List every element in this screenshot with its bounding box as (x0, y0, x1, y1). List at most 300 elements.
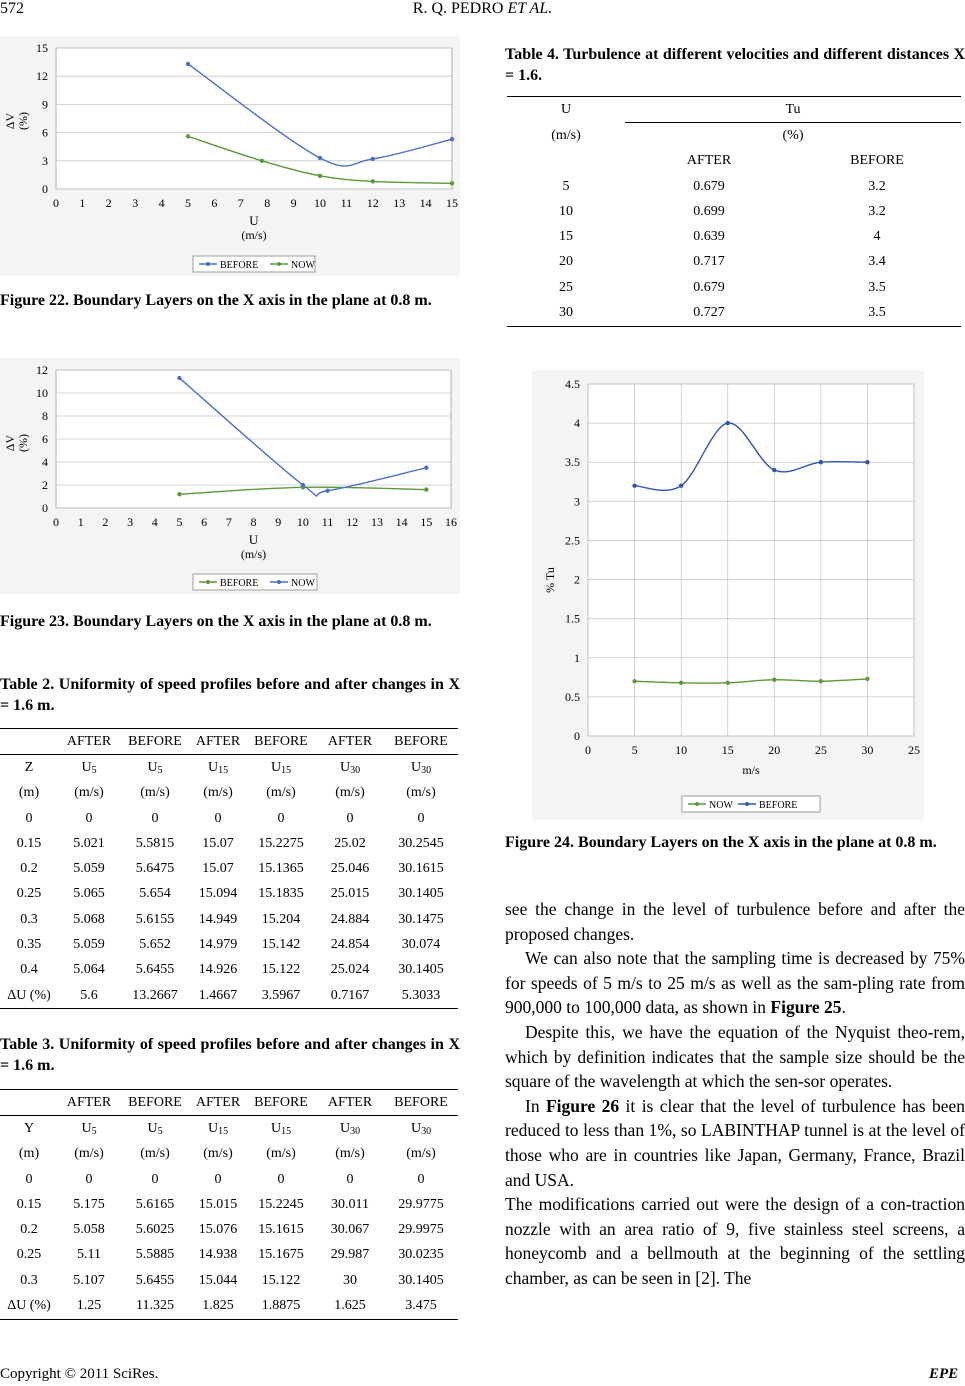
y-tick-label: 2.5 (565, 533, 580, 548)
legend-label: NOW (291, 260, 315, 271)
y-tick-label: 2 (574, 572, 580, 587)
legend-marker (206, 262, 210, 266)
table-cell: 29.9775 (398, 1196, 444, 1212)
table-cell: 1.825 (190, 1293, 246, 1319)
body-p2-end: . (841, 997, 846, 1018)
table-variable-cell (316, 755, 384, 781)
footer-copyright: Copyright © 2011 SciRes. (0, 1366, 159, 1382)
table-row (0, 1192, 458, 1217)
x-tick-label: 10 (675, 743, 688, 757)
table-cell: 15.07 (202, 861, 234, 877)
table-cell: 30.1475 (398, 911, 444, 927)
data-point-now (679, 681, 683, 685)
x-tick-label: 13 (393, 196, 406, 210)
y-axis-label: % Tu (543, 567, 557, 593)
variable-subscript: 5 (157, 764, 163, 776)
table-header-cell: BEFORE (246, 729, 316, 755)
data-point-now (325, 489, 329, 493)
table-cell: 13.2667 (120, 983, 190, 1009)
data-point-now (177, 376, 181, 380)
table-variable-cell (120, 755, 190, 781)
table-unit-cell: (m/s) (335, 785, 365, 801)
x-tick-label: 10 (296, 515, 309, 529)
table-cell: 30.1405 (398, 962, 444, 978)
data-point-before (318, 156, 322, 160)
table-cell: 15.122 (261, 1272, 301, 1288)
table-cell: 15.2275 (258, 835, 304, 851)
table-header-cell: AFTER (58, 1090, 120, 1116)
table-cell: 0.2 (20, 861, 38, 877)
table-4-sub-after: AFTER (686, 153, 732, 169)
y-tick-label: 6 (42, 125, 48, 140)
table-cell: 0 (151, 1171, 159, 1187)
table-cell: 30.1615 (398, 861, 444, 877)
x-tick-label: 6 (211, 196, 218, 210)
table-unit-cell: (m/s) (74, 1146, 104, 1162)
body-p2-text: We can also note that the sampling time is decreased by 75% for speeds of 5 m/s to 25 m/s as well as the sam-pling rate from 900,000 to 100,000 data, as shown in (505, 948, 965, 1018)
x-tick-label: 25 (814, 743, 827, 757)
x-tick-label: 15 (446, 196, 458, 210)
legend-label: NOW (709, 800, 733, 811)
table-cell: 14.938 (198, 1247, 238, 1263)
table-cell: 5.059 (73, 937, 105, 953)
variable-symbol: U (339, 1120, 351, 1136)
table-4-sub-before: BEFORE (850, 153, 904, 169)
x-tick-label: 5 (185, 196, 191, 210)
table-cell: 15.122 (261, 962, 301, 978)
table-cell: 0.679 (693, 279, 725, 295)
table-cell: 25.046 (330, 861, 370, 877)
table-row (0, 932, 458, 957)
table-cell: 0 (277, 810, 285, 826)
x-tick-label: 2 (102, 515, 109, 529)
x-tick-label: 9 (290, 196, 297, 210)
data-point-now (371, 179, 375, 183)
table-cell: 15.204 (261, 911, 301, 927)
table-2 (0, 728, 458, 1009)
table-cell: 0.15 (16, 1196, 42, 1212)
variable-subscript: 15 (281, 1125, 292, 1137)
table-header-row (0, 1090, 458, 1116)
table-cell: 0 (417, 810, 425, 826)
table-cell: 5.3033 (384, 983, 458, 1009)
y-tick-label: 8 (42, 409, 48, 423)
table-cell: 15.094 (198, 886, 238, 902)
data-point-now (186, 134, 190, 138)
table-cell: 0.35 (16, 937, 42, 953)
x-tick-label: 2 (105, 196, 112, 210)
table-cell: ΔU (%) (0, 1293, 58, 1319)
table-row (0, 806, 458, 831)
x-tick-label: 15 (721, 743, 734, 757)
table-unit-cell: (m/s) (406, 785, 436, 801)
table-cell: 15.044 (198, 1272, 238, 1288)
table-cell: 0 (85, 810, 93, 826)
x-tick-label: 20 (768, 743, 781, 757)
table-row (0, 1217, 458, 1242)
table-cell: 5.107 (73, 1272, 105, 1288)
running-title (0, 0, 965, 18)
x-tick-label: 1 (79, 196, 86, 210)
table-cell: 4 (873, 229, 881, 245)
data-point-before (371, 157, 375, 161)
table-cell: 30.0235 (398, 1247, 444, 1263)
x-tick-label: 11 (340, 196, 353, 210)
table-3 (0, 1089, 458, 1320)
variable-symbol: U (81, 1120, 92, 1136)
table-cell: 0.3 (20, 1272, 38, 1288)
table-cell: 5.175 (73, 1196, 105, 1212)
plot-area (56, 48, 452, 189)
table-row (507, 250, 961, 275)
table-2-container (0, 728, 458, 1009)
table-variable-cell (316, 1116, 384, 1142)
y-tick-label: 10 (36, 386, 48, 400)
table-header-cell: BEFORE (246, 1090, 316, 1116)
x-tick-label: 6 (201, 515, 208, 529)
table-cell: 25.024 (330, 962, 370, 978)
legend-label: BEFORE (220, 260, 259, 271)
variable-symbol: U (270, 1120, 282, 1136)
table-cell: 15.1675 (258, 1247, 304, 1263)
data-point-now (318, 174, 322, 178)
x-tick-label: 4 (158, 196, 165, 210)
table-cell: 30.067 (330, 1222, 370, 1238)
figure-24-svg (532, 370, 924, 820)
variable-subscript: 30 (350, 1125, 361, 1137)
x-tick-label: 8 (264, 196, 271, 210)
variable-subscript: 15 (218, 764, 229, 776)
table-cell: 0.7167 (316, 983, 384, 1009)
table-variable-cell (246, 755, 316, 781)
page-number: 572 (0, 0, 24, 17)
body-paragraph-2 (505, 946, 965, 1020)
table-cell: 3.4 (868, 254, 886, 270)
data-point-now (632, 679, 636, 683)
data-point-now (450, 181, 454, 185)
data-point-before (177, 492, 181, 496)
table-row (507, 224, 961, 249)
variable-subscript: 30 (421, 1125, 432, 1137)
x-tick-label: 8 (250, 515, 257, 529)
table-cell: 15.07 (202, 835, 234, 851)
table-header-cell: AFTER (316, 1090, 384, 1116)
table-cell: 30.011 (331, 1196, 369, 1212)
table-cell: 25.015 (330, 886, 370, 902)
table-cell: 15.076 (198, 1222, 238, 1238)
y-axis-label: ΔV (3, 112, 17, 130)
table-unit-cell: (m/s) (203, 1146, 233, 1162)
table-variable-cell (246, 1116, 316, 1142)
x-tick-label: 1 (77, 515, 84, 529)
table-4-body (507, 174, 961, 326)
table-cell: 30.1405 (398, 1272, 444, 1288)
table-cell: 5.11 (77, 1247, 101, 1263)
body-paragraph-4 (505, 1094, 965, 1192)
figure-23-svg (0, 358, 460, 594)
x-tick-label: 7 (225, 515, 232, 529)
x-tick-label: 12 (366, 196, 379, 210)
table-3-container (0, 1089, 458, 1320)
y-axis-unit: (%) (16, 434, 30, 452)
legend-label: BEFORE (759, 800, 798, 811)
table-cell: ΔU (%) (0, 983, 58, 1009)
table-unit-row (0, 1142, 458, 1167)
table-4-blank (507, 149, 625, 174)
variable-symbol: U (410, 759, 422, 775)
y-tick-label: 1.5 (565, 611, 580, 626)
y-tick-label: 4 (574, 416, 580, 431)
y-tick-label: 2 (42, 478, 48, 492)
table-cell: 0.25 (16, 886, 42, 902)
table-unit-row (0, 781, 458, 806)
table-cell: 5.065 (73, 886, 105, 902)
table-cell: 5.6 (58, 983, 120, 1009)
table-row (0, 1268, 458, 1293)
legend-marker (277, 580, 281, 584)
y-tick-label: 0.5 (565, 689, 580, 704)
table-cell: 1.4667 (190, 983, 246, 1009)
table-variable-row (0, 755, 458, 781)
table-variable-cell (58, 1116, 120, 1142)
y-tick-label: 0 (42, 501, 48, 515)
x-tick-label: 0 (53, 196, 59, 210)
x-tick-label: 3 (127, 515, 134, 529)
table-row (507, 300, 961, 326)
table-4 (507, 96, 961, 327)
table-cell: 0.25 (16, 1247, 42, 1263)
y-tick-label: 4.5 (565, 377, 580, 391)
y-tick-label: 6 (42, 432, 48, 446)
table-header-cell (0, 729, 58, 755)
table-cell: 5.021 (73, 835, 105, 851)
body-paragraph-3: Despite this, we have the equation of the Nyquist theo-rem, which by definition indicates that the sample size should be the square of the wavelength at which the sen-sor operates. (505, 1021, 965, 1092)
variable-subscript: 30 (350, 764, 361, 776)
data-point-now (301, 483, 305, 487)
body-paragraph-5: The modifications carried out were the design of a con-traction nozzle with an area ratio of 9, five stainless steel screens, a honeycomb and a bellmouth at the beginning of the settling chamber, as can be seen in [2]. The (505, 1194, 965, 1288)
body-p4-start: In (525, 1095, 546, 1116)
table-row (0, 1167, 458, 1192)
table-cell: 0.3 (20, 911, 38, 927)
table-cell: 30 (507, 300, 625, 326)
y-axis-label: ΔV (3, 434, 17, 452)
variable-symbol: Y (23, 1120, 35, 1136)
table-cell: 0 (151, 810, 159, 826)
x-tick-label: 13 (370, 515, 383, 529)
figure-22-chart (0, 36, 460, 276)
table-row (507, 199, 961, 224)
table-cell: 5 (562, 178, 570, 194)
variable-subscript: 15 (281, 764, 292, 776)
variable-subscript: 5 (157, 1125, 163, 1137)
table-header-cell: AFTER (190, 1090, 246, 1116)
table-unit-cell: (m/s) (406, 1146, 436, 1162)
table-cell: 15.015 (198, 1196, 238, 1212)
table-cell: 1.25 (58, 1293, 120, 1319)
legend-label: NOW (291, 578, 315, 589)
table-cell: 30.1405 (398, 886, 444, 902)
table-cell: 0.699 (693, 203, 725, 219)
legend-marker (695, 802, 699, 806)
table-unit-cell: (m/s) (266, 785, 296, 801)
data-point-before (772, 468, 776, 472)
table-cell: 5.6025 (135, 1222, 175, 1238)
y-tick-label: 3.5 (565, 455, 580, 470)
x-tick-label: 5 (631, 743, 638, 757)
table-cell: 5.6165 (135, 1196, 175, 1212)
table-cell: 10 (559, 203, 573, 219)
x-axis-unit: (m/s) (241, 228, 267, 242)
table-cell: 5.6155 (135, 911, 175, 927)
table-cell: 0 (25, 1171, 33, 1187)
table-cell: 5.5885 (135, 1247, 175, 1263)
figure-23-caption: Figure 23. Boundary Layers on the X axis in the plane at 0.8 m. (0, 613, 432, 630)
table-cell: 15.1835 (258, 886, 304, 902)
table-unit-cell: (m/s) (335, 1146, 365, 1162)
table-unit-cell: (m/s) (74, 785, 104, 801)
footer-journal: EPE (929, 1366, 959, 1382)
table-cell: 3.2 (868, 203, 886, 219)
table-variable-row (0, 1116, 458, 1142)
table-unit-cell: (m/s) (203, 785, 233, 801)
legend-label: BEFORE (220, 578, 259, 589)
variable-symbol: U (410, 1120, 422, 1136)
table-cell: 0 (85, 1171, 93, 1187)
legend-marker (745, 802, 749, 806)
data-point-now (772, 677, 776, 681)
table-variable-cell (384, 755, 458, 781)
table-cell: 1.8875 (246, 1293, 316, 1319)
table-3-caption: Table 3. Uniformity of speed profiles before and after changes in X = 1.6 m. (0, 1036, 460, 1074)
table-cell: 15.1365 (258, 861, 304, 877)
table-cell: 24.884 (330, 911, 370, 927)
table-header-cell: AFTER (316, 729, 384, 755)
table-cell: 30 (343, 1272, 357, 1288)
x-tick-label: 0 (585, 743, 591, 757)
data-point-before (819, 460, 823, 464)
x-tick-label: 5 (176, 515, 183, 529)
table-cell: 24.854 (330, 937, 370, 953)
table-4-col-u: U (507, 97, 625, 123)
table-cell: 5.6455 (135, 1272, 175, 1288)
x-tick-label: 12 (346, 515, 359, 529)
x-axis-label: U (248, 532, 259, 547)
variable-symbol: U (81, 759, 92, 775)
data-point-before (424, 487, 428, 491)
table-row (0, 831, 458, 856)
table-cell: 15.1615 (258, 1222, 304, 1238)
data-point-now (819, 679, 823, 683)
table-cell: 0 (25, 810, 33, 826)
x-tick-label: 4 (151, 515, 158, 529)
variable-symbol: U (270, 759, 282, 775)
variable-symbol: Z (24, 759, 34, 775)
figure-24-chart (532, 370, 924, 820)
table-cell: 5.652 (139, 937, 171, 953)
x-tick-label: 3 (132, 196, 139, 210)
figure-24-caption: Figure 24. Boundary Layers on the X axis in the plane at 0.8 m. (505, 834, 937, 851)
table-header-cell: BEFORE (120, 1090, 190, 1116)
table-cell: 14.926 (198, 962, 238, 978)
table-cell: 29.987 (330, 1247, 370, 1263)
table-cell: 0 (417, 1171, 425, 1187)
y-tick-label: 12 (36, 69, 48, 84)
table-variable-cell (120, 1116, 190, 1142)
x-tick-label: 15 (420, 515, 433, 529)
table-cell: 0.727 (625, 300, 793, 326)
variable-symbol: U (339, 759, 351, 775)
y-tick-label: 15 (36, 41, 48, 55)
x-tick-label: 11 (321, 515, 334, 529)
table-header-cell (0, 1090, 58, 1116)
table-cell: 3.475 (384, 1293, 458, 1319)
table-unit-cell: (m) (18, 785, 40, 801)
table-cell: 15.2245 (258, 1196, 304, 1212)
y-tick-label: 12 (36, 363, 48, 377)
x-tick-label: 7 (237, 196, 244, 210)
table-variable-cell (190, 755, 246, 781)
x-tick-label: 14 (395, 515, 408, 529)
table-row (0, 983, 458, 1009)
table-cell: 3.5 (868, 279, 886, 295)
data-point-before (865, 460, 869, 464)
table-cell: 3.5967 (246, 983, 316, 1009)
y-tick-label: 0 (42, 182, 48, 196)
table-cell: 30.2545 (398, 835, 444, 851)
variable-subscript: 5 (91, 1125, 97, 1137)
variable-subscript: 5 (91, 764, 97, 776)
table-cell: 3.5 (793, 300, 961, 326)
table-cell: 0.679 (693, 178, 725, 194)
x-axis-label: m/s (742, 763, 760, 777)
table-variable-cell (0, 1116, 58, 1142)
body-paragraph-1: see the change in the level of turbulence before and after the proposed changes. (505, 899, 965, 944)
table-4-container (507, 96, 961, 327)
table-row (507, 174, 961, 199)
table-variable-cell (384, 1116, 458, 1142)
table-cell: 14.949 (198, 911, 238, 927)
table-header-cell: AFTER (190, 729, 246, 755)
table-row (0, 1293, 458, 1319)
figure-22-svg (0, 36, 460, 276)
table-cell: 0.717 (693, 254, 725, 270)
table-cell: 3.2 (868, 178, 886, 194)
table-header-cell: BEFORE (384, 729, 458, 755)
data-point-before (726, 421, 730, 425)
variable-symbol: U (147, 759, 158, 775)
variable-subscript: 15 (218, 1125, 229, 1137)
table-header-cell: BEFORE (384, 1090, 458, 1116)
x-tick-label: 16 (445, 515, 457, 529)
data-point-before (632, 483, 636, 487)
data-point-now (260, 159, 264, 163)
table-cell: 0.639 (693, 229, 725, 245)
table-cell: 0.15 (16, 835, 42, 851)
y-axis-unit: (%) (16, 112, 30, 130)
table-cell: 11.325 (120, 1293, 190, 1319)
table-cell: 0.2 (20, 1222, 38, 1238)
table-cell: 30.074 (401, 937, 441, 953)
table-4-caption: Table 4. Turbulence at different velocities and different distances X = 1.6. (505, 46, 965, 84)
legend-marker (206, 580, 210, 584)
table-cell: 5.058 (73, 1222, 105, 1238)
variable-symbol: U (207, 759, 219, 775)
table-cell: 29.9975 (398, 1222, 444, 1238)
table-cell: 14.979 (198, 937, 238, 953)
plot-area (588, 384, 914, 736)
table-row (0, 907, 458, 932)
table-unit-cell: (m/s) (140, 1146, 170, 1162)
